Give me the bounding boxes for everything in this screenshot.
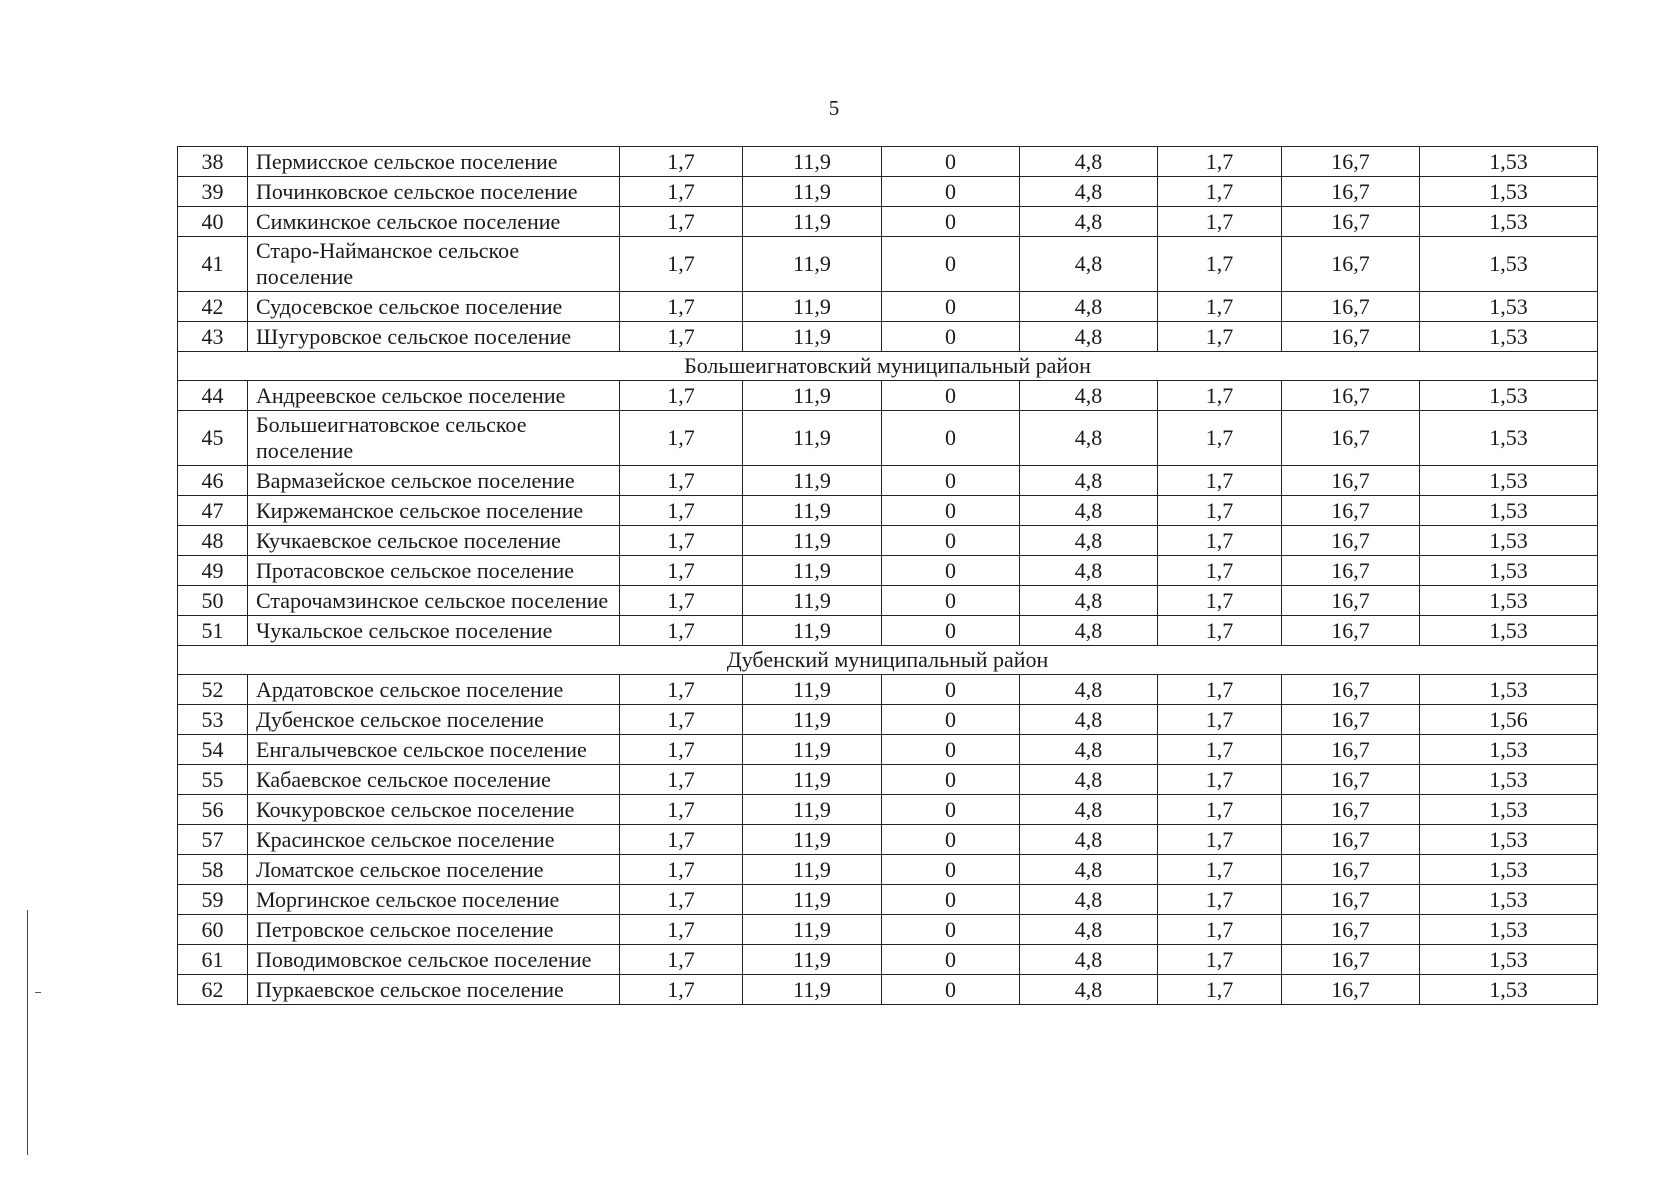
value-cell: 16,7 xyxy=(1282,556,1420,586)
value-cell: 1,7 xyxy=(1158,705,1282,735)
value-cell: 1,53 xyxy=(1420,496,1598,526)
value-cell: 1,53 xyxy=(1420,292,1598,322)
section-header-row xyxy=(178,646,1598,675)
table-row xyxy=(178,322,1598,352)
value-cell: 1,53 xyxy=(1420,735,1598,765)
value-cell: 16,7 xyxy=(1282,237,1420,292)
row-number: 56 xyxy=(178,795,248,825)
value-cell: 4,8 xyxy=(1020,735,1158,765)
settlement-name: Старо-Найманское сельское поселение xyxy=(248,237,620,292)
value-cell: 4,8 xyxy=(1020,975,1158,1005)
settlement-name: Пуркаевское сельское поселение xyxy=(248,975,620,1005)
table-row xyxy=(178,975,1598,1005)
value-cell: 1,7 xyxy=(620,915,743,945)
value-cell: 0 xyxy=(882,975,1020,1005)
settlements-table xyxy=(177,146,1598,1005)
settlement-name: Протасовское сельское поселение xyxy=(248,556,620,586)
value-cell: 1,53 xyxy=(1420,765,1598,795)
value-cell: 1,7 xyxy=(1158,177,1282,207)
value-cell: 1,7 xyxy=(1158,675,1282,705)
value-cell: 1,7 xyxy=(1158,795,1282,825)
table-row xyxy=(178,616,1598,646)
value-cell: 4,8 xyxy=(1020,381,1158,411)
value-cell: 11,9 xyxy=(743,526,882,556)
value-cell: 1,7 xyxy=(1158,466,1282,496)
table-container xyxy=(177,146,1597,1005)
value-cell: 1,53 xyxy=(1420,322,1598,352)
value-cell: 11,9 xyxy=(743,945,882,975)
value-cell: 1,53 xyxy=(1420,975,1598,1005)
value-cell: 1,53 xyxy=(1420,885,1598,915)
value-cell: 4,8 xyxy=(1020,207,1158,237)
value-cell: 0 xyxy=(882,735,1020,765)
row-number: 51 xyxy=(178,616,248,646)
value-cell: 0 xyxy=(882,675,1020,705)
value-cell: 1,53 xyxy=(1420,207,1598,237)
value-cell: 1,53 xyxy=(1420,795,1598,825)
table-row xyxy=(178,381,1598,411)
value-cell: 11,9 xyxy=(743,616,882,646)
table-row xyxy=(178,466,1598,496)
section-header-row xyxy=(178,352,1598,381)
row-number: 42 xyxy=(178,292,248,322)
value-cell: 1,7 xyxy=(1158,147,1282,177)
row-number: 49 xyxy=(178,556,248,586)
value-cell: 16,7 xyxy=(1282,855,1420,885)
value-cell: 4,8 xyxy=(1020,496,1158,526)
value-cell: 1,53 xyxy=(1420,147,1598,177)
value-cell: 4,8 xyxy=(1020,526,1158,556)
row-number: 45 xyxy=(178,411,248,466)
value-cell: 4,8 xyxy=(1020,616,1158,646)
row-number: 54 xyxy=(178,735,248,765)
value-cell: 0 xyxy=(882,705,1020,735)
value-cell: 1,53 xyxy=(1420,675,1598,705)
value-cell: 16,7 xyxy=(1282,381,1420,411)
table-row xyxy=(178,705,1598,735)
settlement-name: Большеигнатовское сельское поселение xyxy=(248,411,620,466)
value-cell: 4,8 xyxy=(1020,945,1158,975)
value-cell: 4,8 xyxy=(1020,795,1158,825)
value-cell: 11,9 xyxy=(743,705,882,735)
value-cell: 0 xyxy=(882,616,1020,646)
value-cell: 16,7 xyxy=(1282,177,1420,207)
value-cell: 11,9 xyxy=(743,177,882,207)
value-cell: 16,7 xyxy=(1282,292,1420,322)
value-cell: 1,7 xyxy=(1158,616,1282,646)
settlement-name: Киржеманское сельское поселение xyxy=(248,496,620,526)
value-cell: 16,7 xyxy=(1282,825,1420,855)
value-cell: 1,7 xyxy=(1158,526,1282,556)
row-number: 57 xyxy=(178,825,248,855)
value-cell: 1,7 xyxy=(620,735,743,765)
value-cell: 16,7 xyxy=(1282,526,1420,556)
value-cell: 1,7 xyxy=(1158,556,1282,586)
table-row xyxy=(178,207,1598,237)
table-row xyxy=(178,411,1598,466)
value-cell: 0 xyxy=(882,586,1020,616)
value-cell: 1,53 xyxy=(1420,855,1598,885)
table-row xyxy=(178,825,1598,855)
table-row xyxy=(178,855,1598,885)
value-cell: 4,8 xyxy=(1020,855,1158,885)
table-row xyxy=(178,945,1598,975)
value-cell: 1,7 xyxy=(620,556,743,586)
value-cell: 1,7 xyxy=(620,975,743,1005)
value-cell: 1,53 xyxy=(1420,915,1598,945)
table-row xyxy=(178,292,1598,322)
value-cell: 16,7 xyxy=(1282,411,1420,466)
settlement-name: Андреевское сельское поселение xyxy=(248,381,620,411)
value-cell: 11,9 xyxy=(743,322,882,352)
row-number: 58 xyxy=(178,855,248,885)
value-cell: 1,7 xyxy=(1158,586,1282,616)
value-cell: 11,9 xyxy=(743,586,882,616)
row-number: 44 xyxy=(178,381,248,411)
value-cell: 16,7 xyxy=(1282,496,1420,526)
section-title: Большеигнатовский муниципальный район xyxy=(178,352,1598,381)
value-cell: 0 xyxy=(882,292,1020,322)
value-cell: 11,9 xyxy=(743,825,882,855)
value-cell: 1,7 xyxy=(620,292,743,322)
value-cell: 1,7 xyxy=(620,945,743,975)
margin-tick xyxy=(35,992,41,993)
value-cell: 16,7 xyxy=(1282,795,1420,825)
value-cell: 4,8 xyxy=(1020,586,1158,616)
settlement-name: Ломатское сельское поселение xyxy=(248,855,620,885)
value-cell: 0 xyxy=(882,322,1020,352)
settlement-name: Вармазейское сельское поселение xyxy=(248,466,620,496)
value-cell: 0 xyxy=(882,381,1020,411)
value-cell: 11,9 xyxy=(743,975,882,1005)
value-cell: 0 xyxy=(882,147,1020,177)
value-cell: 1,7 xyxy=(620,705,743,735)
value-cell: 11,9 xyxy=(743,292,882,322)
value-cell: 4,8 xyxy=(1020,556,1158,586)
value-cell: 16,7 xyxy=(1282,616,1420,646)
value-cell: 1,56 xyxy=(1420,705,1598,735)
value-cell: 1,7 xyxy=(1158,735,1282,765)
settlement-name: Поводимовское сельское поселение xyxy=(248,945,620,975)
table-row xyxy=(178,177,1598,207)
value-cell: 11,9 xyxy=(743,207,882,237)
value-cell: 1,53 xyxy=(1420,825,1598,855)
value-cell: 1,7 xyxy=(620,586,743,616)
settlement-name: Кучкаевское сельское поселение xyxy=(248,526,620,556)
value-cell: 1,7 xyxy=(1158,825,1282,855)
value-cell: 11,9 xyxy=(743,795,882,825)
value-cell: 1,7 xyxy=(620,616,743,646)
value-cell: 4,8 xyxy=(1020,411,1158,466)
value-cell: 1,53 xyxy=(1420,411,1598,466)
value-cell: 1,7 xyxy=(620,795,743,825)
row-number: 55 xyxy=(178,765,248,795)
table-row xyxy=(178,556,1598,586)
value-cell: 1,53 xyxy=(1420,177,1598,207)
value-cell: 1,7 xyxy=(620,825,743,855)
value-cell: 11,9 xyxy=(743,915,882,945)
value-cell: 1,7 xyxy=(1158,855,1282,885)
table-row xyxy=(178,915,1598,945)
value-cell: 1,53 xyxy=(1420,586,1598,616)
table-row xyxy=(178,147,1598,177)
value-cell: 1,7 xyxy=(620,885,743,915)
value-cell: 4,8 xyxy=(1020,237,1158,292)
row-number: 48 xyxy=(178,526,248,556)
value-cell: 16,7 xyxy=(1282,735,1420,765)
settlement-name: Красинское сельское поселение xyxy=(248,825,620,855)
settlement-name: Починковское сельское поселение xyxy=(248,177,620,207)
value-cell: 16,7 xyxy=(1282,765,1420,795)
settlement-name: Симкинское сельское поселение xyxy=(248,207,620,237)
value-cell: 1,7 xyxy=(1158,207,1282,237)
settlement-name: Чукальское сельское поселение xyxy=(248,616,620,646)
table-row xyxy=(178,237,1598,292)
table-row xyxy=(178,526,1598,556)
value-cell: 4,8 xyxy=(1020,292,1158,322)
value-cell: 1,7 xyxy=(620,496,743,526)
value-cell: 0 xyxy=(882,411,1020,466)
value-cell: 4,8 xyxy=(1020,147,1158,177)
value-cell: 16,7 xyxy=(1282,147,1420,177)
value-cell: 4,8 xyxy=(1020,765,1158,795)
value-cell: 16,7 xyxy=(1282,322,1420,352)
margin-line xyxy=(27,910,28,1155)
value-cell: 4,8 xyxy=(1020,825,1158,855)
value-cell: 1,7 xyxy=(620,675,743,705)
value-cell: 16,7 xyxy=(1282,975,1420,1005)
value-cell: 1,53 xyxy=(1420,556,1598,586)
settlement-name: Старочамзинское сельское поселение xyxy=(248,586,620,616)
value-cell: 1,7 xyxy=(620,381,743,411)
value-cell: 16,7 xyxy=(1282,945,1420,975)
value-cell: 1,7 xyxy=(620,526,743,556)
value-cell: 1,53 xyxy=(1420,526,1598,556)
table-row xyxy=(178,675,1598,705)
row-number: 52 xyxy=(178,675,248,705)
value-cell: 0 xyxy=(882,237,1020,292)
settlement-name: Пермисское сельское поселение xyxy=(248,147,620,177)
value-cell: 4,8 xyxy=(1020,675,1158,705)
value-cell: 11,9 xyxy=(743,411,882,466)
settlement-name: Кабаевское сельское поселение xyxy=(248,765,620,795)
value-cell: 1,53 xyxy=(1420,381,1598,411)
value-cell: 4,8 xyxy=(1020,885,1158,915)
value-cell: 16,7 xyxy=(1282,915,1420,945)
value-cell: 0 xyxy=(882,915,1020,945)
value-cell: 4,8 xyxy=(1020,177,1158,207)
row-number: 61 xyxy=(178,945,248,975)
value-cell: 11,9 xyxy=(743,735,882,765)
value-cell: 16,7 xyxy=(1282,705,1420,735)
value-cell: 1,53 xyxy=(1420,466,1598,496)
table-row xyxy=(178,765,1598,795)
value-cell: 1,7 xyxy=(620,322,743,352)
value-cell: 1,7 xyxy=(1158,945,1282,975)
value-cell: 11,9 xyxy=(743,765,882,795)
settlement-name: Ардатовское сельское поселение xyxy=(248,675,620,705)
settlement-name: Судосевское сельское поселение xyxy=(248,292,620,322)
table-body xyxy=(178,147,1598,1005)
value-cell: 1,7 xyxy=(1158,322,1282,352)
row-number: 46 xyxy=(178,466,248,496)
value-cell: 0 xyxy=(882,795,1020,825)
row-number: 40 xyxy=(178,207,248,237)
value-cell: 1,7 xyxy=(1158,496,1282,526)
value-cell: 0 xyxy=(882,177,1020,207)
value-cell: 11,9 xyxy=(743,466,882,496)
table-row xyxy=(178,885,1598,915)
settlement-name: Моргинское сельское поселение xyxy=(248,885,620,915)
row-number: 53 xyxy=(178,705,248,735)
row-number: 62 xyxy=(178,975,248,1005)
row-number: 38 xyxy=(178,147,248,177)
value-cell: 16,7 xyxy=(1282,885,1420,915)
table-row xyxy=(178,496,1598,526)
value-cell: 1,7 xyxy=(620,466,743,496)
row-number: 43 xyxy=(178,322,248,352)
table-row xyxy=(178,735,1598,765)
value-cell: 1,7 xyxy=(1158,765,1282,795)
table-row xyxy=(178,795,1598,825)
section-title: Дубенский муниципальный район xyxy=(178,646,1598,675)
value-cell: 0 xyxy=(882,207,1020,237)
row-number: 50 xyxy=(178,586,248,616)
value-cell: 1,7 xyxy=(620,177,743,207)
value-cell: 0 xyxy=(882,496,1020,526)
value-cell: 0 xyxy=(882,945,1020,975)
value-cell: 16,7 xyxy=(1282,586,1420,616)
value-cell: 0 xyxy=(882,765,1020,795)
value-cell: 0 xyxy=(882,825,1020,855)
value-cell: 11,9 xyxy=(743,675,882,705)
value-cell: 1,7 xyxy=(620,765,743,795)
value-cell: 16,7 xyxy=(1282,466,1420,496)
settlement-name: Петровское сельское поселение xyxy=(248,915,620,945)
value-cell: 4,8 xyxy=(1020,322,1158,352)
value-cell: 0 xyxy=(882,556,1020,586)
value-cell: 16,7 xyxy=(1282,675,1420,705)
value-cell: 1,53 xyxy=(1420,237,1598,292)
value-cell: 1,53 xyxy=(1420,945,1598,975)
value-cell: 1,7 xyxy=(1158,411,1282,466)
value-cell: 4,8 xyxy=(1020,466,1158,496)
value-cell: 4,8 xyxy=(1020,915,1158,945)
value-cell: 1,7 xyxy=(1158,292,1282,322)
value-cell: 0 xyxy=(882,885,1020,915)
value-cell: 16,7 xyxy=(1282,207,1420,237)
value-cell: 1,7 xyxy=(1158,915,1282,945)
value-cell: 1,7 xyxy=(1158,885,1282,915)
value-cell: 1,7 xyxy=(1158,975,1282,1005)
settlement-name: Енгалычевское сельское поселение xyxy=(248,735,620,765)
table-row xyxy=(178,586,1598,616)
value-cell: 11,9 xyxy=(743,556,882,586)
value-cell: 1,7 xyxy=(620,147,743,177)
value-cell: 1,7 xyxy=(620,855,743,885)
settlement-name: Дубенское сельское поселение xyxy=(248,705,620,735)
value-cell: 11,9 xyxy=(743,855,882,885)
row-number: 59 xyxy=(178,885,248,915)
value-cell: 1,7 xyxy=(620,207,743,237)
value-cell: 0 xyxy=(882,466,1020,496)
row-number: 41 xyxy=(178,237,248,292)
value-cell: 1,53 xyxy=(1420,616,1598,646)
settlement-name: Шугуровское сельское поселение xyxy=(248,322,620,352)
row-number: 47 xyxy=(178,496,248,526)
settlement-name: Кочкуровское сельское поселение xyxy=(248,795,620,825)
value-cell: 4,8 xyxy=(1020,705,1158,735)
value-cell: 11,9 xyxy=(743,885,882,915)
row-number: 60 xyxy=(178,915,248,945)
value-cell: 0 xyxy=(882,526,1020,556)
value-cell: 11,9 xyxy=(743,147,882,177)
value-cell: 1,7 xyxy=(620,237,743,292)
value-cell: 11,9 xyxy=(743,381,882,411)
value-cell: 1,7 xyxy=(620,411,743,466)
value-cell: 0 xyxy=(882,855,1020,885)
value-cell: 11,9 xyxy=(743,496,882,526)
row-number: 39 xyxy=(178,177,248,207)
value-cell: 1,7 xyxy=(1158,237,1282,292)
value-cell: 1,7 xyxy=(1158,381,1282,411)
page-number: 5 xyxy=(828,96,840,120)
value-cell: 11,9 xyxy=(743,237,882,292)
